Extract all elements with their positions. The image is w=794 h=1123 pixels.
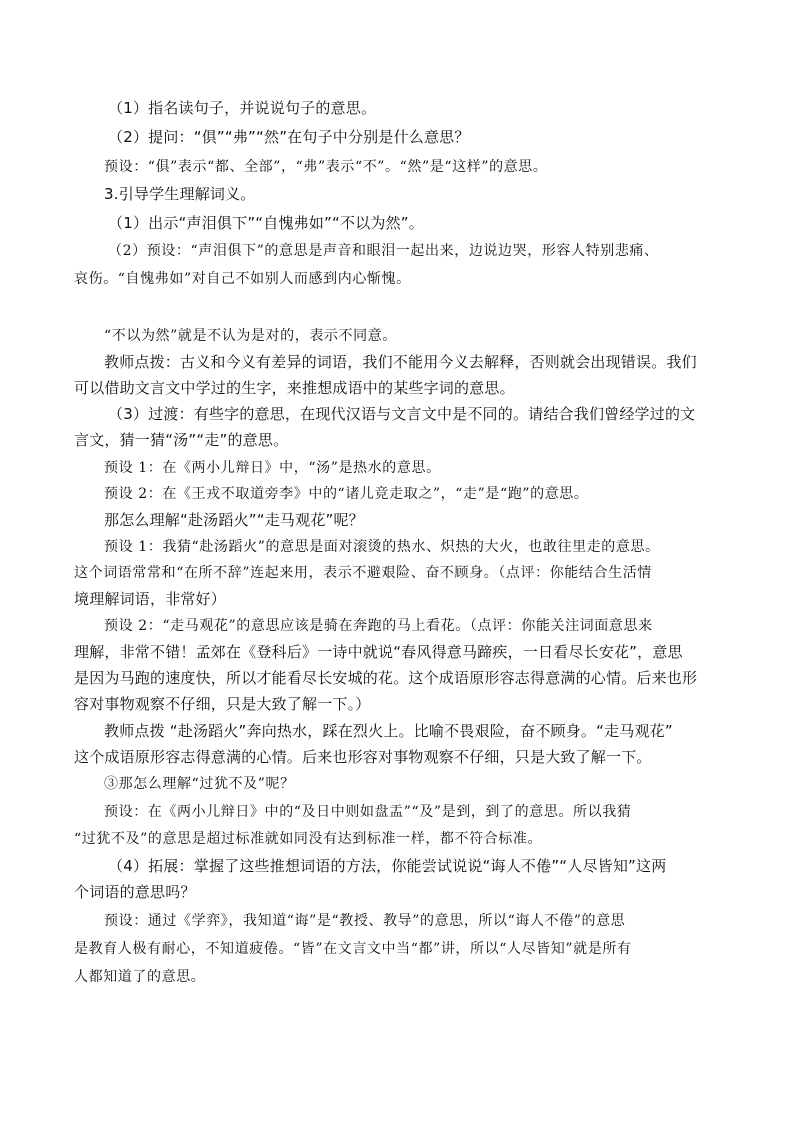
- paragraph-line: 这个成语原形容志得意满的心情。后来也形容对事物观察不仔细，只是大致了解一下。: [74, 748, 652, 766]
- paragraph-line: 预设 2：在《王戎不取道旁李》中的“诸儿竞走取之”，“走”是“跑”的意思。: [104, 486, 589, 502]
- paragraph-line: 3.引导学生理解词义。: [104, 185, 256, 203]
- paragraph-line: （2）预设：“声泪俱下”的意思是声音和眼泪一起出来，边说边哭，形容人特别悲痛、: [108, 243, 659, 259]
- paragraph-line: 理解，非常不错！孟郊在《登科后》一诗中就说“春风得意马蹄疾，一日看尽长安花”，意思: [74, 643, 683, 661]
- paragraph-line: 预设：在《两小儿辩日》中的“及日中则如盘盂”“及”是到，到了的意思。所以我猜: [104, 804, 632, 820]
- paragraph-line: 预设：“俱”表示“都、全部”，“弗”表示“不”。“然”是“这样”的意思。: [104, 159, 548, 175]
- paragraph-line: 哀伤。“自愧弗如”对自己不如别人而感到内心惭愧。: [74, 271, 411, 287]
- paragraph-line: （2）提问：“俱”“弗”“然”在句子中分别是什么意思？: [108, 128, 470, 146]
- paragraph-line: 个词语的意思吗？: [74, 883, 196, 901]
- paragraph-line: 教师点拨 “赴汤蹈火”奔向热水，踩在烈火上。比喻不畏艰险，奋不顾身。“走马观花”: [104, 722, 673, 740]
- paragraph-line: 预设 2：“走马观花”的意思应该是骑在奔跑的马上看花。（点评：你能关注词面意思来: [104, 618, 653, 634]
- paragraph-line: 那怎么理解“赴汤蹈火”“走马观花”呢？: [104, 511, 364, 529]
- paragraph-line: 是因为马跑的速度快，所以才能看尽长安城的花。这个成语原形容志得意满的心情。后来也形: [74, 669, 698, 687]
- paragraph-line: 是教育人极有耐心，不知道疲倦。“皆”在文言文中当“都”讲，所以“人尽皆知”就是所有: [74, 941, 632, 957]
- paragraph-line: “过犹不及”的意思是超过标准就如同没有达到标准一样，都不符合标准。: [74, 831, 543, 847]
- paragraph-line: 预设：通过《学弈》，我知道“诲”是“教授、教导”的意思，所以“诲人不倦”的意思: [104, 913, 626, 929]
- paragraph-line: 预设 1：在《两小儿辩日》中，“汤”是热水的意思。: [104, 460, 441, 476]
- paragraph-line: （1）指名读句子，并说说句子的意思。: [108, 99, 377, 117]
- paragraph-line: 预设 1：我猜“赴汤蹈火”的意思是面对滚烫的热水、炽热的大火，也敢往里走的意思。: [104, 539, 660, 555]
- paragraph-line: 教师点拨：古义和今义有差异的词语，我们不能用今义去解释，否则就会出现错误。我们: [104, 353, 697, 371]
- paragraph-line: 这个词语常常和“在所不辞”连起来用，表示不避艰险、奋不顾身。（点评：你能结合生活情: [74, 565, 652, 581]
- paragraph-line: （3）过渡：有些字的意思，在现代汉语与文言文中是不同的。请结合我们曾经学过的文: [108, 405, 696, 423]
- paragraph-line: “不以为然”就是不认为是对的，表示不同意。: [104, 328, 397, 344]
- paragraph-line: ③那怎么理解“过犹不及”呢？: [104, 776, 295, 792]
- paragraph-line: （1）出示“声泪俱下”“自愧弗如”“不以为然”。: [108, 214, 424, 232]
- paragraph-line: 容对事物观察不仔细，只是大致了解一下。）: [74, 695, 371, 713]
- paragraph-line: 可以借助文言文中学过的生字，来推想成语中的某些字词的意思。: [74, 379, 515, 397]
- paragraph-line: 人都知道了的意思。: [74, 969, 206, 985]
- paragraph-line: 境理解词语，非常好）: [74, 590, 227, 608]
- paragraph-line: （4）拓展：掌握了这些推想词语的方法，你能尝试说说“诲人不倦”“人尽皆知”这两: [108, 857, 667, 875]
- paragraph-line: 言文，猜一猜“汤”“走”的意思。: [74, 431, 289, 449]
